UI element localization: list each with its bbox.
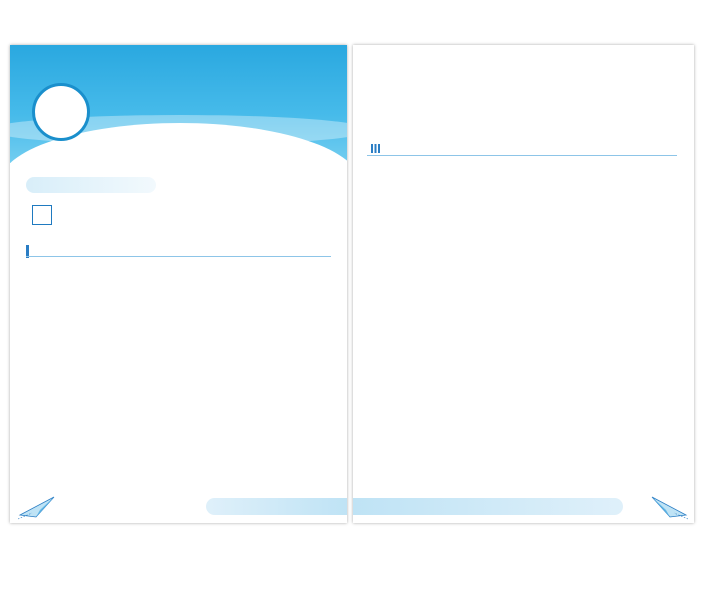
bars-icon <box>371 144 381 153</box>
footer-pill <box>206 498 347 515</box>
book-spread <box>10 45 694 523</box>
prep-divider <box>26 256 331 257</box>
prep-body <box>26 261 331 479</box>
lesson-banner <box>10 45 347 163</box>
left-page <box>10 45 347 523</box>
section-pill <box>26 177 156 193</box>
paper-plane-icon <box>648 491 688 521</box>
right-footer <box>353 491 694 523</box>
reading-questions <box>367 159 679 487</box>
text-number <box>32 205 52 225</box>
reading-divider <box>367 155 677 156</box>
right-page <box>353 45 694 523</box>
paper-plane-icon <box>18 491 58 521</box>
footer-pill <box>353 498 623 515</box>
left-footer <box>10 491 347 523</box>
lesson-badge <box>32 83 90 141</box>
